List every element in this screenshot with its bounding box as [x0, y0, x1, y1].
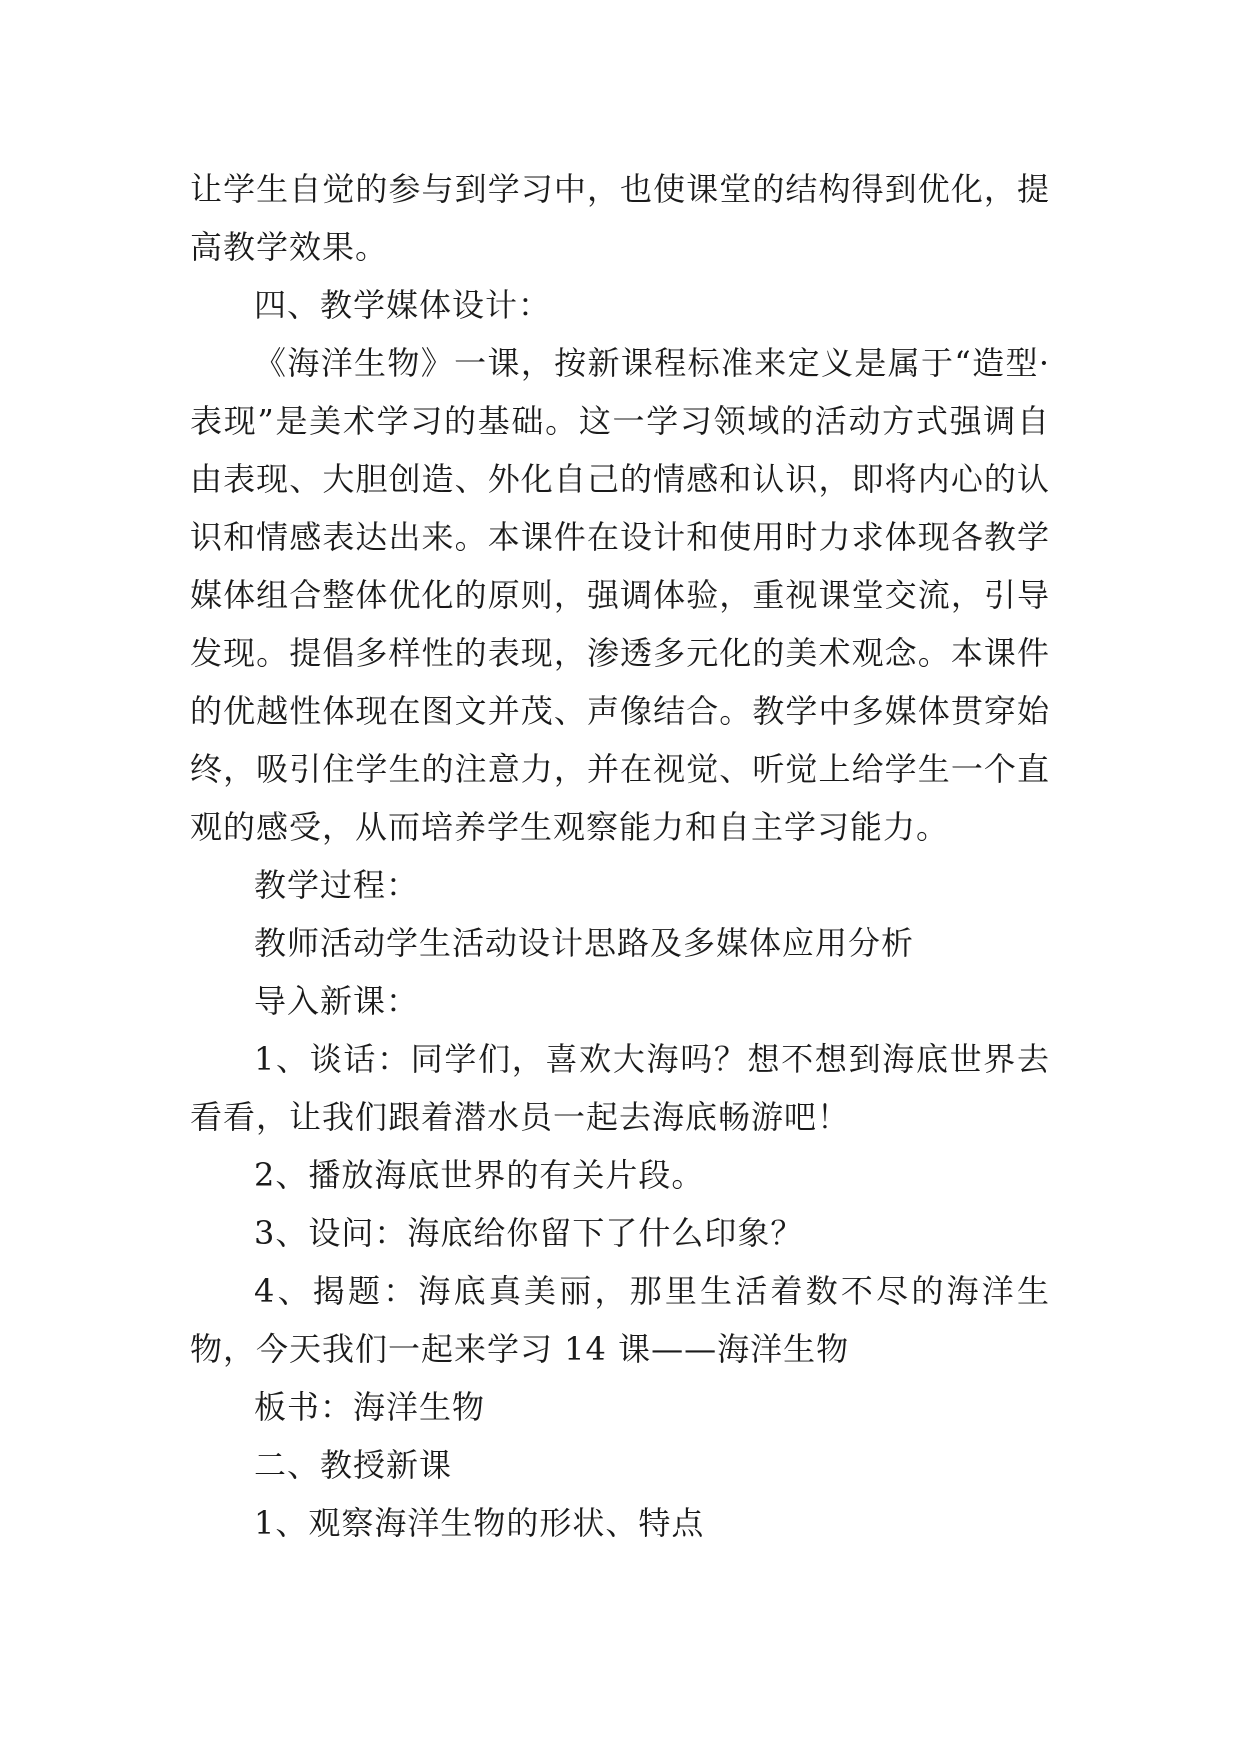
blackboard-note: 板书：海洋生物	[254, 1388, 486, 1426]
list-item-4: 4、揭题：海底真美丽，那里生活着数不尽的海洋生物，今天我们一起来学习 14 课——海洋生物	[190, 1272, 1050, 1368]
list-item-3: 3、设问：海底给你留下了什么印象？	[254, 1214, 804, 1252]
paragraph-media-design: 《海洋生物》一课，按新课程标准来定义是属于“造型·表现”是美术学习的基础。这一学习领域的活动方式强调自由表现、大胆创造、外化自己的情感和认识，即将内心的认识和情感表达出来。本课件在设计和使用时力求体现各教学媒体组合整体优化的原则，强调体验，重视课堂交流，引导发现。提倡多样性的表现，渗透多元化的美术观念。本课件的优越性体现在图文并茂、声像结合。教学中多媒体贯穿始终，吸引住学生的注意力，并在视觉、听觉上给学生一个直观的感受，从而培养学生观察能力和自主学习能力。	[190, 344, 1050, 846]
paragraph-continuation: 让学生自觉的参与到学习中，也使课堂的结构得到优化，提高教学效果。	[190, 170, 1050, 266]
table-header-line: 教师活动学生活动设计思路及多媒体应用分析	[254, 924, 915, 962]
section-heading-new-lesson: 二、教授新课	[254, 1446, 453, 1484]
heading-teaching-process: 教学过程：	[254, 866, 420, 904]
list-item-1: 1、谈话：同学们，喜欢大海吗？想不想到海底世界去看看，让我们跟着潜水员一起去海底畅游吧！	[190, 1040, 1050, 1136]
list-item-2: 2、播放海底世界的有关片段。	[254, 1156, 705, 1194]
heading-lesson-intro: 导入新课：	[254, 982, 420, 1020]
document-body	[190, 160, 1050, 1552]
section-heading-media-design: 四、教学媒体设计：	[254, 286, 552, 324]
list-item-observe: 1、观察海洋生物的形状、特点	[254, 1504, 705, 1542]
